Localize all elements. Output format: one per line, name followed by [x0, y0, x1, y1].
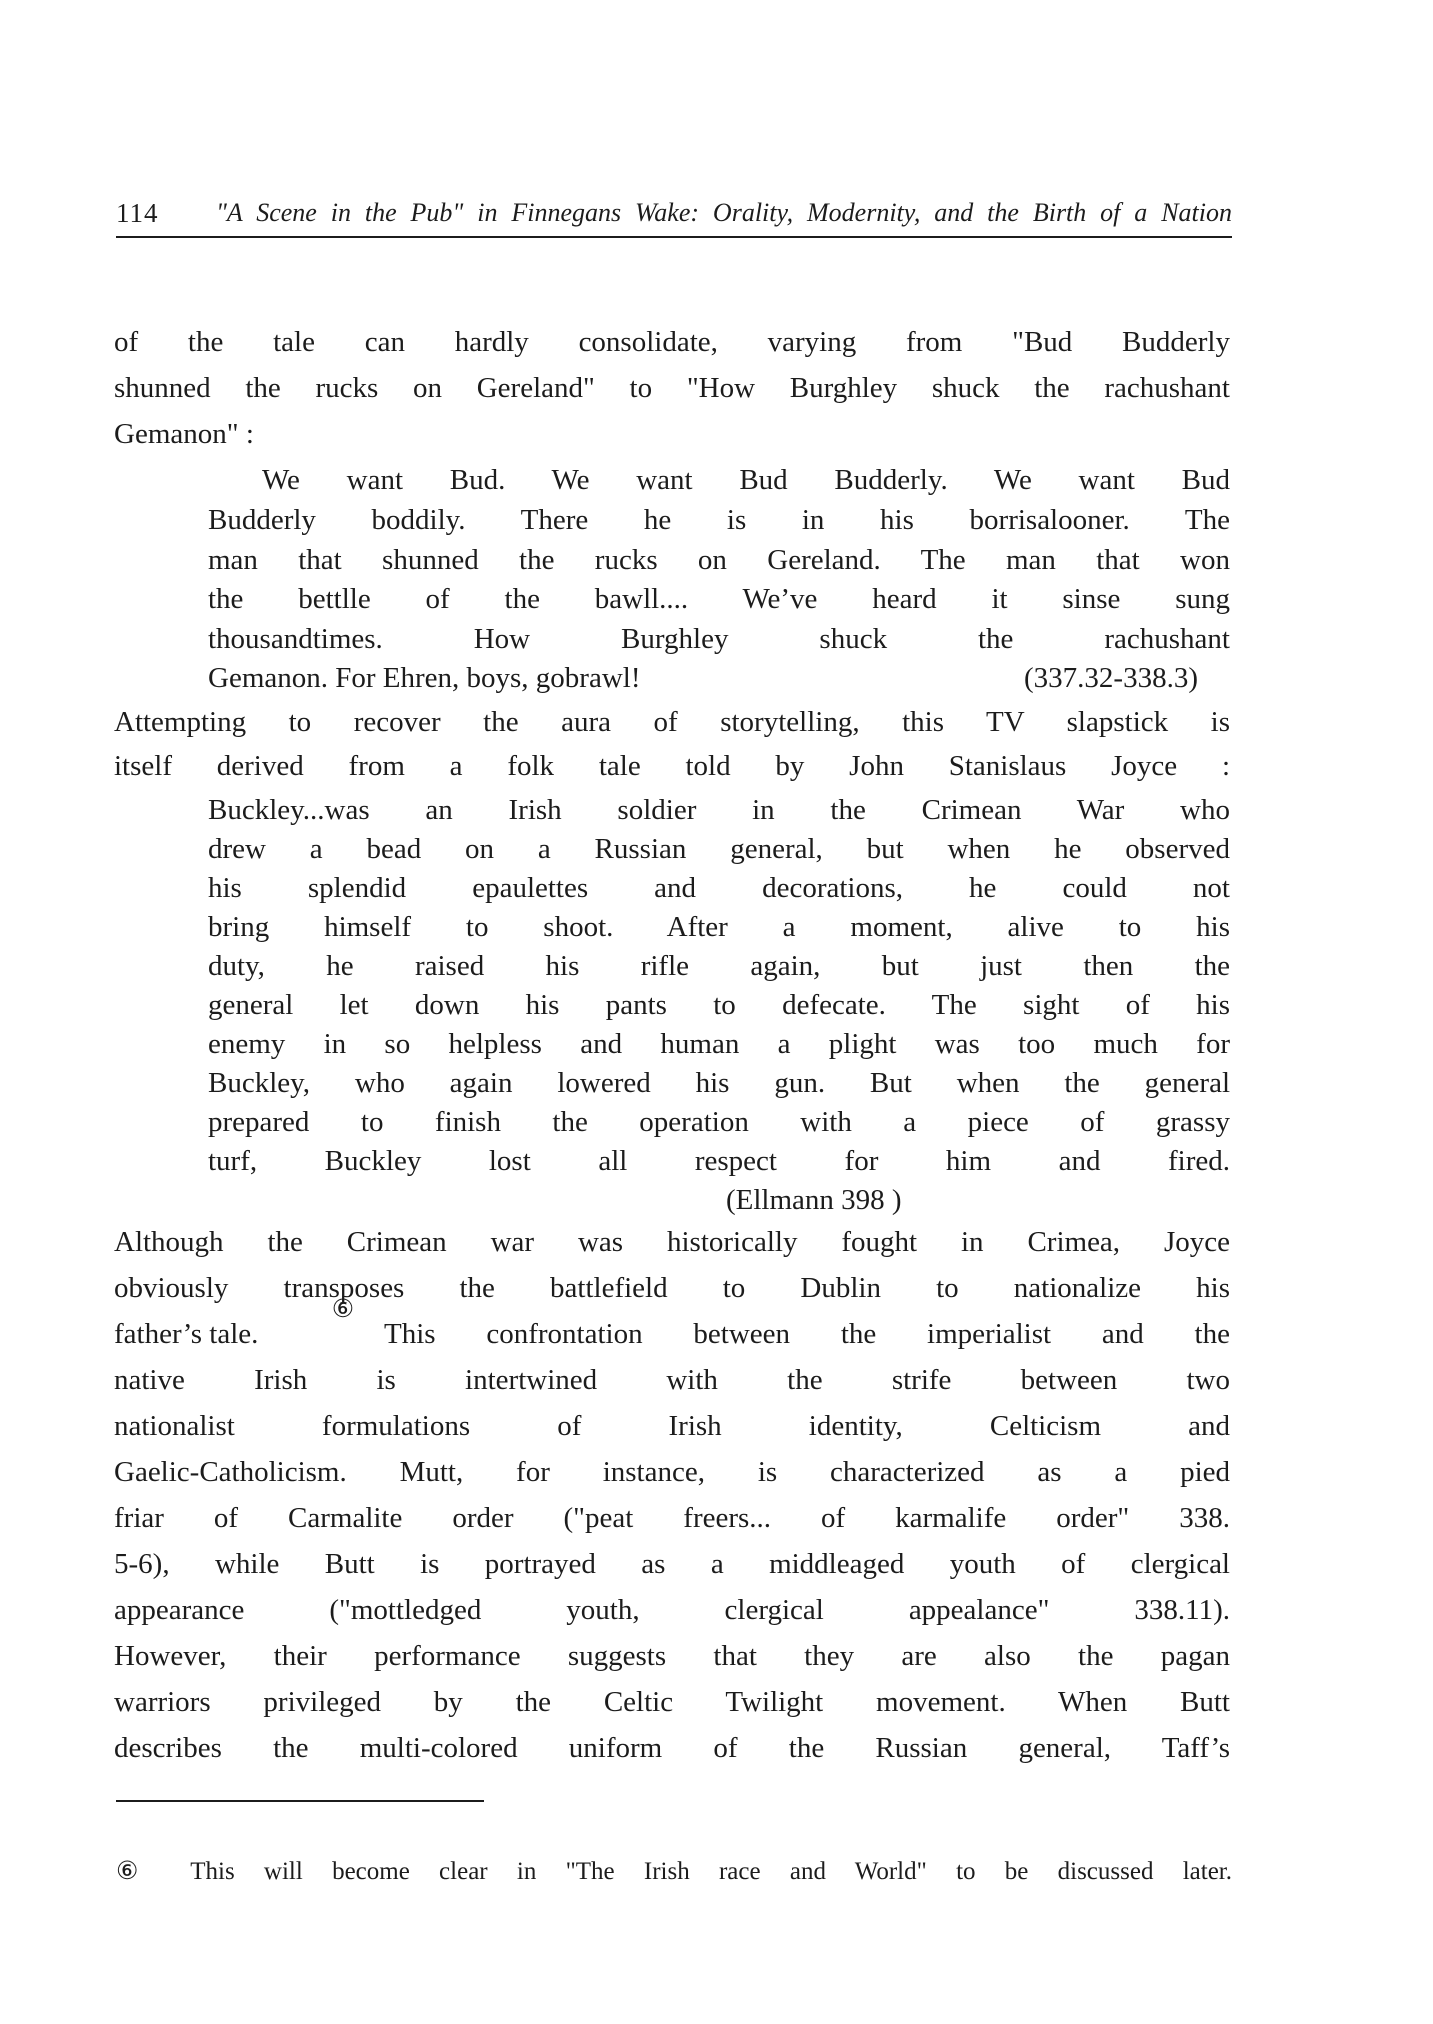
body-text-line: warriors privileged by the Celtic Twilight movement. When Butt [114, 1686, 1230, 1718]
running-header [116, 196, 1232, 238]
footnote-separator [116, 1800, 484, 1802]
block-quote-line: drew a bead on a Russian general, but when he observed [208, 833, 1230, 865]
body-text-line: describes the multi-colored uniform of the Russian general, Taff’s [114, 1732, 1230, 1764]
body-text-line: itself derived from a folk tale told by John Stanislaus Joyce : [114, 750, 1230, 782]
body-text-line: obviously transposes the battlefield to Dublin to nationalize his [114, 1272, 1230, 1304]
block-quote-line: Gemanon. For Ehren, boys, gobrawl! [208, 662, 641, 694]
body-text-line: shunned the rucks on Gereland" to "How Burghley shuck the rachushant [114, 372, 1230, 404]
page-number: 114 [116, 198, 159, 228]
block-quote-line: duty, he raised his rifle again, but just then the [208, 950, 1230, 982]
body-text-line: However, their performance suggests that they are also the pagan [114, 1640, 1230, 1672]
body-text-line: This confrontation between the imperialist and the [384, 1318, 1230, 1350]
block-quote-line: Buckley...was an Irish soldier in the Crimean War who [208, 794, 1230, 826]
block-quote-line: the bettlle of the bawll.... We’ve heard it sinse sung [208, 583, 1230, 615]
footnote-text: ⑥ This will become clear in "The Irish race and World" to be discussed later. [116, 1858, 1232, 1885]
body-text-line: Although the Crimean war was historically fought in Crimea, Joyce [114, 1226, 1230, 1258]
body-text-line: friar of Carmalite order ("peat freers... of karmalife order" 338. [114, 1502, 1230, 1534]
block-quote-line: man that shunned the rucks on Gereland. The man that won [208, 544, 1230, 576]
body-text-line: Attempting to recover the aura of storytelling, this TV slapstick is [114, 706, 1230, 738]
block-quote-line: thousandtimes. How Burghley shuck the rachushant [208, 623, 1230, 655]
body-text-line: Gaelic-Catholicism. Mutt, for instance, is characterized as a pied [114, 1456, 1230, 1488]
block-quote-line: turf, Buckley lost all respect for him and fired. [208, 1145, 1230, 1177]
body-text-line: Gemanon" : [114, 418, 254, 450]
block-quote-line: prepared to finish the operation with a piece of grassy [208, 1106, 1230, 1138]
block-quote-line: We want Bud. We want Bud Budderly. We want Bud [262, 464, 1230, 496]
block-quote-line: his splendid epaulettes and decorations, he could not [208, 872, 1230, 904]
running-title: "A Scene in the Pub" in Finnegans Wake: Orality, Modernity, and the Birth of a Nation [216, 198, 1232, 227]
block-quote-line: bring himself to shoot. After a moment, alive to his [208, 911, 1230, 943]
body-text-line: nationalist formulations of Irish identity, Celticism and [114, 1410, 1230, 1442]
footnote-marker: ⑥ [331, 1296, 355, 1323]
body-text-line: of the tale can hardly consolidate, varying from "Bud Budderly [114, 326, 1230, 358]
body-text-line: 5-6), while Butt is portrayed as a middleaged youth of clergical [114, 1548, 1230, 1580]
block-quote-line: enemy in so helpless and human a plight was too much for [208, 1028, 1230, 1060]
body-text-line: native Irish is intertwined with the strife between two [114, 1364, 1230, 1396]
body-text-line: appearance ("mottledged youth, clergical appealance" 338.11). [114, 1594, 1230, 1626]
block-quote-line: general let down his pants to defecate. The sight of his [208, 989, 1230, 1021]
block-quote-line: Budderly boddily. There he is in his borrisalooner. The [208, 504, 1230, 536]
quote-citation: (Ellmann 398 ) [726, 1184, 902, 1216]
block-quote-line: Buckley, who again lowered his gun. But when the general [208, 1067, 1230, 1099]
quote-citation: (337.32-338.3) [1024, 662, 1198, 694]
body-text-line: father’s tale. [114, 1318, 259, 1350]
